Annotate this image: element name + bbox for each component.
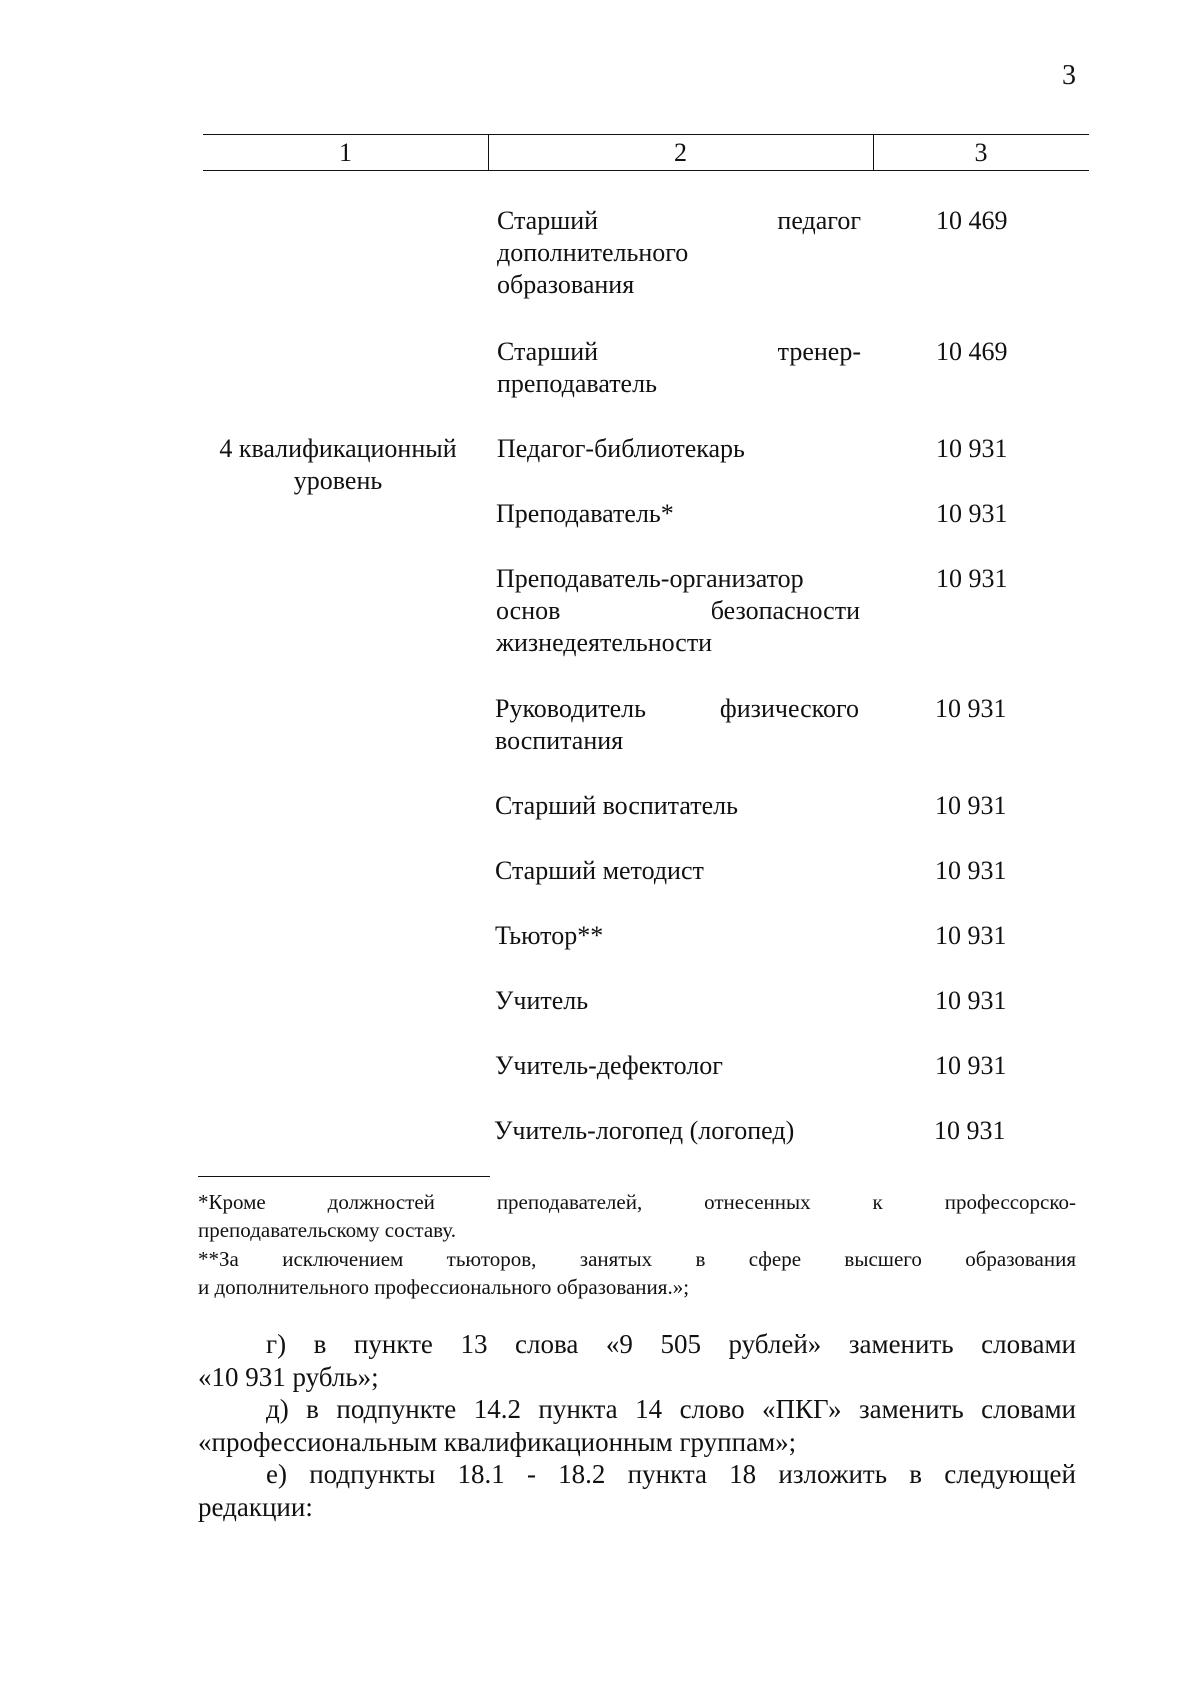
position-salary: 10 931 (936, 434, 1008, 463)
position-name-line: Старший методист (495, 856, 704, 885)
position-name-line: преподаватель (497, 369, 657, 398)
footnote-line: и дополнительного профессионального образования.»; (198, 1275, 690, 1299)
position-name (495, 855, 863, 887)
footnote-line: **За исключением тьюторов, занятых в сфере высшего образования (198, 1247, 1076, 1271)
paragraph-line: г) в пункте 13 слова «9 505 рублей» заменить словами (266, 1329, 1076, 1359)
position-salary: 10 931 (935, 1051, 1007, 1080)
paragraph-e (198, 1458, 1076, 1524)
position-name-line: образования (497, 270, 635, 299)
qualification-level-line-1: 4 квалификационный (219, 434, 457, 463)
position-name (495, 985, 863, 1017)
paragraph-line: «10 931 рубль»; (198, 1362, 379, 1392)
position-name-line: Учитель-логопед (логопед) (494, 1116, 795, 1145)
position-name (494, 1115, 862, 1147)
position-name-line: Старший педагог (497, 206, 861, 235)
position-name-line: Тьютор** (495, 921, 604, 950)
table-header-bottom-rule (203, 170, 1089, 171)
paragraph-line: редакции: (198, 1492, 313, 1522)
table-header-col-1: 1 (339, 138, 352, 167)
position-salary: 10 931 (935, 986, 1007, 1015)
position-name-line: Руководитель физического (495, 694, 859, 723)
page-number: 3 (1062, 60, 1076, 91)
position-salary: 10 931 (936, 499, 1008, 528)
position-name (496, 498, 864, 530)
position-salary: 10 931 (935, 694, 1007, 723)
position-salary: 10 931 (934, 1116, 1006, 1145)
table-header-col-3: 3 (974, 138, 988, 167)
position-name-line: Старший воспитатель (495, 791, 738, 820)
position-salary: 10 469 (936, 206, 1008, 235)
position-name (497, 336, 861, 400)
position-name (495, 693, 859, 757)
position-name (495, 1050, 863, 1082)
position-name-line: жизнедеятельности (496, 628, 713, 657)
footnote-1 (198, 1188, 1076, 1244)
position-salary: 10 469 (936, 337, 1008, 366)
position-name-line: Учитель-дефектолог (495, 1051, 723, 1080)
footnote-separator (198, 1176, 490, 1177)
position-name (496, 563, 860, 659)
qualification-level-label (198, 433, 478, 497)
position-name (495, 790, 863, 822)
footnote-line: *Кроме должностей преподавателей, отнесенных к профессорско- (198, 1190, 1076, 1214)
position-salary: 10 931 (935, 856, 1007, 885)
table-top-rule (203, 134, 1089, 135)
position-name (497, 433, 865, 465)
paragraph-line: «профессиональным квалификационным группам»; (198, 1427, 797, 1457)
position-name-line: Преподаватель-организатор (496, 564, 804, 593)
position-name-line: Преподаватель* (496, 499, 674, 528)
position-name-line: Педагог-библиотекарь (497, 434, 745, 463)
paragraph-d (198, 1393, 1076, 1459)
position-name (495, 920, 863, 952)
qualification-level-line-2: уровень (293, 466, 383, 495)
position-name-line: основ безопасности (496, 596, 860, 625)
position-salary: 10 931 (936, 564, 1008, 593)
position-name-line: воспитания (495, 726, 624, 755)
table-header-col-2: 2 (674, 138, 687, 167)
footnote-line: преподавательскому составу. (198, 1218, 457, 1242)
position-name-line: Старший тренер- (497, 337, 861, 366)
paragraph-g (198, 1328, 1076, 1394)
position-salary: 10 931 (935, 921, 1007, 950)
position-name-line: дополнительного (497, 238, 689, 267)
position-salary: 10 931 (935, 791, 1007, 820)
position-name (497, 205, 861, 301)
footnote-2 (198, 1245, 1076, 1301)
position-name-line: Учитель (495, 986, 589, 1015)
paragraph-line: е) подпункты 18.1 - 18.2 пункта 18 изложить в следующей (266, 1459, 1076, 1489)
paragraph-line: д) в подпункте 14.2 пункта 14 слово «ПКГ» заменить словами (266, 1394, 1076, 1424)
